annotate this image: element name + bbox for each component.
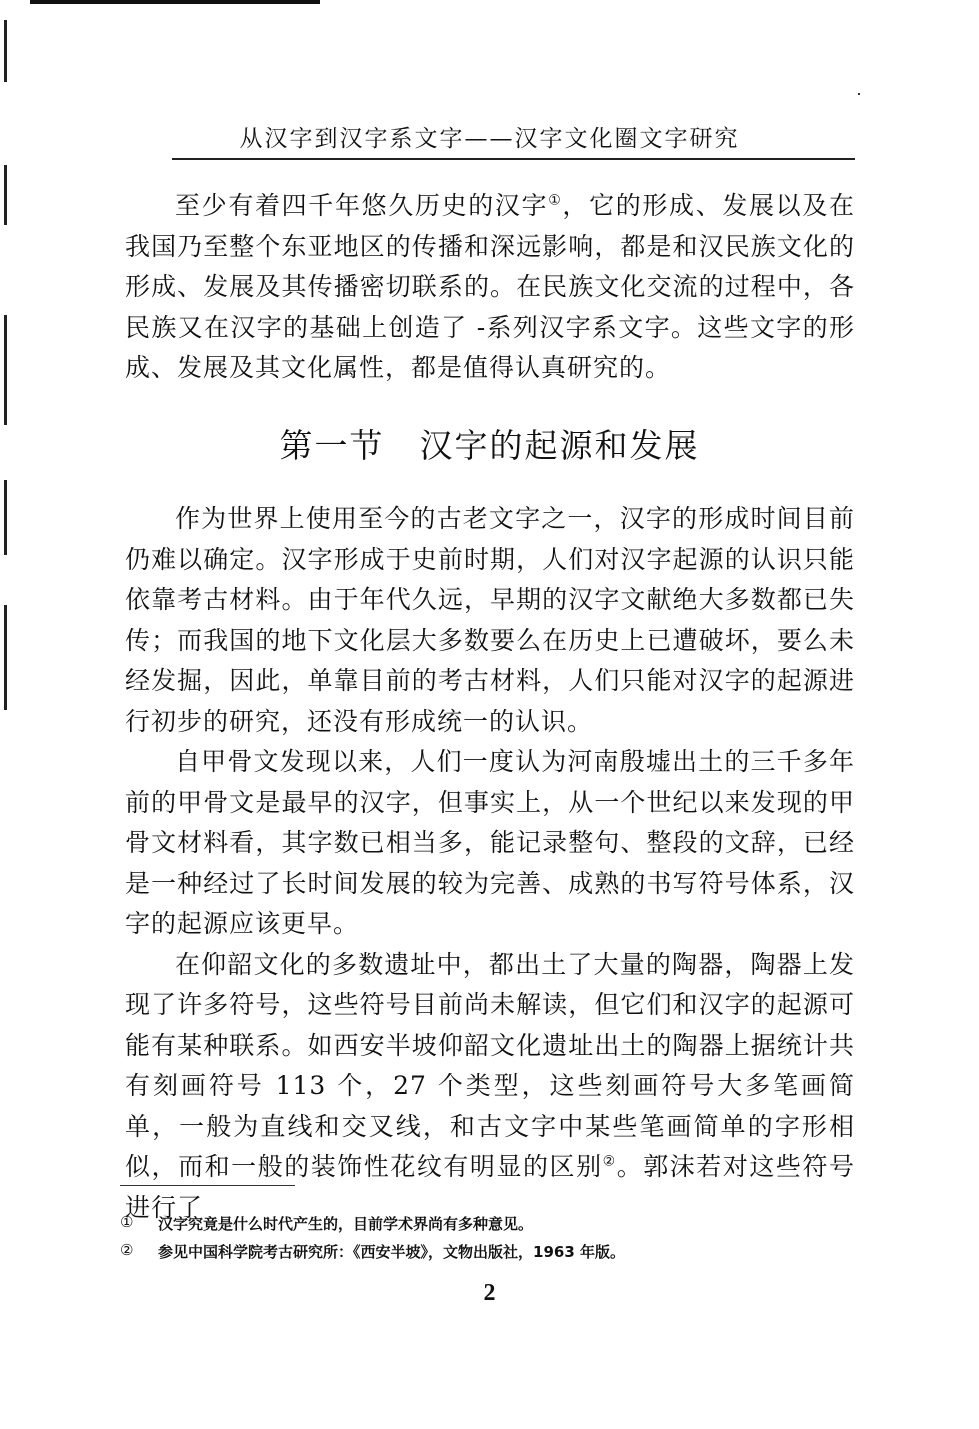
footnote-text: 汉字究竟是什么时代产生的，目前学术界尚有多种意见。	[158, 1215, 534, 1233]
footnote-ref-2[interactable]: ②	[602, 1153, 617, 1170]
scan-edge-top	[30, 0, 320, 4]
page-number: 2	[483, 1280, 496, 1306]
scan-edge-mark	[4, 165, 7, 225]
scan-edge-mark	[4, 480, 7, 555]
paragraph-3-text-part: 。郭沫若对这些符号进行了	[125, 1152, 855, 1222]
footnote-item	[120, 1241, 860, 1269]
footnote-rule	[120, 1185, 295, 1186]
intro-paragraph	[125, 186, 855, 389]
scan-speck	[858, 93, 860, 95]
paragraph-3-text-part: 在仰韶文化的多数遗址中，都出土了大量的陶器，陶器上发现了许多符号，这些符号目前尚未解读，但它们和汉字的起源可能有某种联系。如西安半坡仰韶文化遗址出土的陶器上据统计共有刻画符号 113 个，27 个类型，这些刻画符号大多笔画简单，一般为直线和交叉线，和古文字中某些笔画简单的字形相似，而和一般的装饰性花纹有明显的区别	[125, 949, 855, 1181]
footnote-number: ①	[120, 1213, 134, 1231]
intro-text-part: 至少有着四千年悠久历史的汉字	[175, 191, 549, 220]
intro-text-part: ，它的形成、发展以及在我国乃至整个东亚地区的传播和深远影响，都是和汉民族文化的形成、发展及其传播密切联系的。在民族文化交流的过程中，各民族又在汉字的基础上创造了 -系列汉字系文字。这些文字的形成、发展及其文化属性，都是值得认真研究的。	[125, 191, 855, 382]
footnote-ref-1[interactable]: ①	[548, 192, 563, 209]
scan-edge-mark	[4, 315, 7, 425]
scan-edge-mark	[4, 605, 7, 710]
paragraph-1: 作为世界上使用至今的古老文字之一，汉字的形成时间目前仍难以确定。汉字形成于史前时期，人们对汉字起源的认识只能依靠考古材料。由于年代久远，早期的汉字文献绝大多数都已失传；而我国的地下文化层大多数要么在历史上已遭破坏，要么未经发掘，因此，单靠目前的考古材料，人们只能对汉字的起源进行初步的研究，还没有形成统一的认识。	[125, 504, 855, 736]
paragraph-2: 自甲骨文发现以来，人们一度认为河南殷墟出土的三千多年前的甲骨文是最早的汉字，但事实上，从一个世纪以来发现的甲骨文材料看，其字数已相当多，能记录整句、整段的文辞，已经是一种经过了长时间发展的较为完善、成熟的书写符号体系，汉字的起源应该更早。	[125, 747, 855, 938]
section-body	[125, 499, 855, 1228]
running-head-rule	[172, 158, 855, 160]
running-head: 从汉字到汉字系文字——汉字文化圈文字研究	[239, 126, 740, 152]
intro-text	[125, 186, 855, 389]
footnote-text: 参见中国科学院考古研究所：《西安半坡》，文物出版社，1963 年版。	[158, 1243, 625, 1261]
section-title: 第一节 汉字的起源和发展	[279, 426, 700, 465]
footnote-number: ②	[120, 1241, 134, 1259]
scan-edge-mark	[4, 20, 7, 82]
footnote-item	[120, 1213, 860, 1241]
footnotes	[120, 1213, 860, 1269]
